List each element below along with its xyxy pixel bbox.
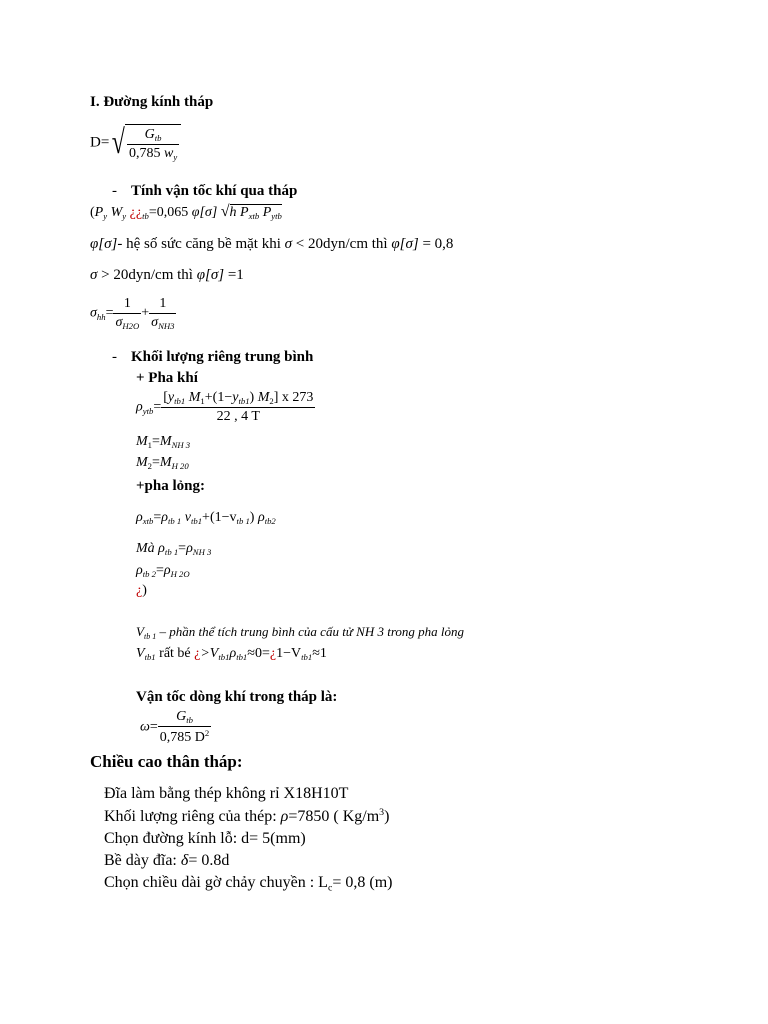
definition-m2: $M_2=M_{H 20}$ <box>136 455 189 472</box>
title-gas-velocity: Vận tốc dòng khí trong tháp là: <box>136 689 338 705</box>
bullet-density: - Khối lượng riêng trung bình <box>112 349 314 365</box>
line-rho-tb1: Mà $\rho_{tb 1}=\rho_{NH 3}$ <box>136 541 212 558</box>
label-liquid-phase: +pha lỏng: <box>136 478 205 494</box>
section-title-height: Chiều cao thân tháp: <box>90 752 243 771</box>
label-gas-phase: + Pha khí <box>136 370 198 386</box>
plate-density: Khối lượng riêng của thép: ρ=7850 ( $Kg/m^3$) <box>104 807 390 825</box>
line-error-marker: ¿) <box>136 583 147 598</box>
line-vtb1-small: $V_{tb1}$ rất bé ¿$>V_{tb1}\rho_{tb1}\approx 0=¿1-V_{tb1}\approx 1$ <box>136 646 327 663</box>
line-rho-tb2: $\rho_{tb 2}=\rho_{H 2O}$ <box>136 563 190 580</box>
equation-velocity: ($P_y$ $W_y$ ¿¿$_{tb}=0,065$ φ[σ] √h $P_{xtb}$ $P_{ytb}$ <box>90 203 282 222</box>
formula-gas-velocity: ω= $\frac{G_{tb}}{0,785 D^2}$ <box>140 709 210 746</box>
plate-material: Đĩa làm bằng thép không rỉ X18H10T <box>104 785 349 802</box>
formula-sigma-mixture: $\sigma_{hh}=$ $\frac{1}{\sigma_{H2O}}$ + $\frac{1}{\sigma_{NH3}}$ <box>90 296 175 332</box>
plate-weir-length: Chọn chiều dài gờ chảy chuyền : $L_c= 0,8$ (m) <box>104 874 393 894</box>
line-vtb1-definition: $V_{tb 1}$ – phần thể tích trung bình của cấu tử NH 3 trong pha lỏng <box>136 624 465 641</box>
bullet-velocity: - Tính vận tốc khí qua tháp <box>112 183 298 199</box>
paragraph-phi-sigma: φ[σ]- hệ số sức căng bề mặt khi σ < 20dyn/cm thì φ[σ] = 0,8 <box>90 236 454 252</box>
plate-hole-diameter: Chọn đường kính lỗ: d= 5(mm) <box>104 830 306 847</box>
definition-m1: $M_1=M_{NH 3}$ <box>136 434 191 451</box>
formula-rho-liquid: $\rho_{xtb}=\rho_{tb 1}$ $v_{tb1}+(1-v_{tb 1})$ $\rho_{tb2}$ <box>136 510 276 527</box>
formula-rho-gas: $\rho_{ytb}=$ $\frac{[y_{tb1} M_1+(1-y_{tb1}) M_2] x 273}{22 , 4 T}$ <box>136 390 314 425</box>
plate-thickness: Bề dày đĩa: δ= 0.8d <box>104 852 230 869</box>
section-title-diameter: I. Đường kính tháp <box>90 94 214 110</box>
formula-diameter: D=√ $\frac{G_{tb}}{0,785 w_y}$ <box>90 124 181 162</box>
paragraph-sigma-above: σ > 20dyn/cm thì φ[σ] =1 <box>90 267 244 283</box>
